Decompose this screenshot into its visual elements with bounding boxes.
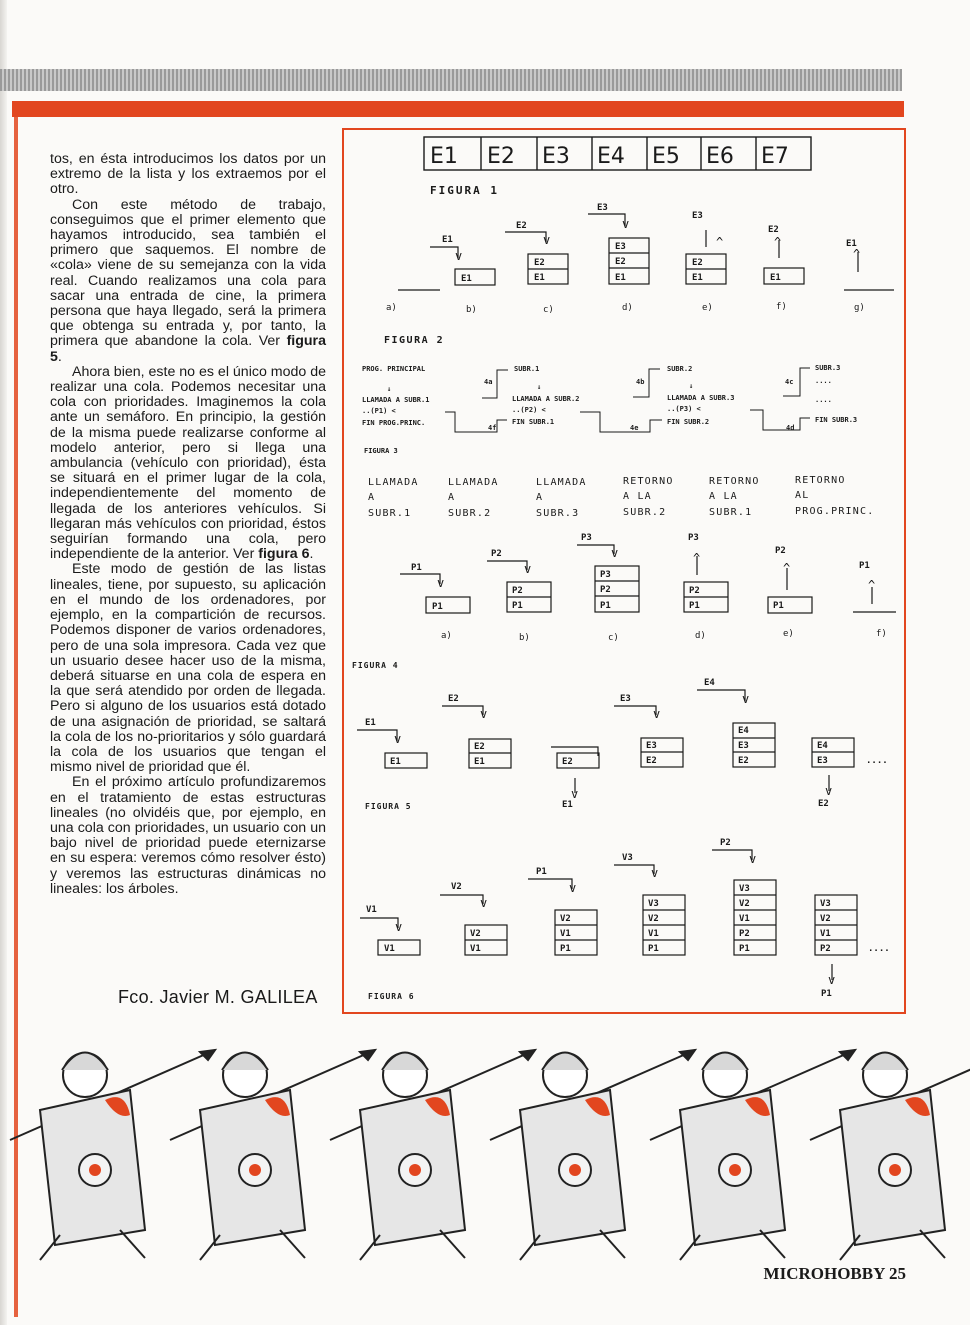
program-line: FIN SUBR.1 bbox=[512, 418, 555, 426]
svg-text:V2: V2 bbox=[470, 929, 481, 939]
svg-text:SUBR.3: SUBR.3 bbox=[536, 508, 580, 519]
svg-text:v: v bbox=[622, 217, 630, 231]
strip-cell: E6 bbox=[706, 144, 734, 169]
strip-cell: E3 bbox=[542, 144, 570, 169]
svg-text:V1: V1 bbox=[648, 929, 659, 939]
svg-text:V3: V3 bbox=[648, 899, 659, 909]
svg-text:RETORNO: RETORNO bbox=[795, 475, 846, 486]
figure4-caption: FIGURA 4 bbox=[352, 661, 399, 670]
program-line: PROG. PRINCIPAL bbox=[362, 365, 426, 373]
svg-text:P3: P3 bbox=[581, 533, 592, 543]
svg-text:V2: V2 bbox=[560, 914, 571, 924]
stack-label: E1 bbox=[442, 235, 453, 245]
svg-text:E1: E1 bbox=[770, 273, 781, 283]
program-line: SUBR.3 bbox=[815, 364, 841, 372]
program-line: LLAMADA A SUBR.3 bbox=[667, 394, 735, 402]
svg-text:P2: P2 bbox=[720, 838, 731, 848]
svg-text:P1: P1 bbox=[739, 944, 750, 954]
svg-text:v: v bbox=[524, 562, 532, 576]
program-line: LLAMADA A SUBR.2 bbox=[512, 395, 580, 403]
svg-text:SUBR.2: SUBR.2 bbox=[623, 507, 667, 518]
paragraph: Con este método de trabajo, conseguimos que el primer elemento que hayamos introducido, sea también el primero que saquemos. El nombre de «cola» viene de su semejanza con la vida real. Cuando realizamos una cola para sacar una entrada de cine, la primera persona que haya llegado, será la primera que obtenga su entrada y, por tanto, la primera que abandone la cola. Ver figura 5. bbox=[50, 196, 326, 365]
sub-label: f) bbox=[776, 302, 787, 312]
svg-text:V1: V1 bbox=[366, 905, 377, 915]
svg-text:SUBR.1: SUBR.1 bbox=[709, 507, 753, 518]
svg-text:P1: P1 bbox=[859, 561, 870, 571]
program-line: SUBR.1 bbox=[514, 365, 540, 373]
stack-label: E1 bbox=[846, 239, 857, 249]
svg-text:E2: E2 bbox=[562, 757, 573, 767]
svg-text:v: v bbox=[825, 784, 833, 798]
svg-text:P3: P3 bbox=[688, 533, 699, 543]
svg-text:P1: P1 bbox=[432, 602, 443, 612]
svg-text:v: v bbox=[480, 707, 488, 721]
svg-text:E2: E2 bbox=[474, 742, 485, 752]
svg-text:b): b) bbox=[519, 633, 530, 643]
svg-text:E2: E2 bbox=[818, 799, 829, 809]
figure-reference: figura 5 bbox=[50, 333, 326, 365]
svg-text:d): d) bbox=[695, 631, 706, 641]
svg-text:LLAMADA: LLAMADA bbox=[368, 477, 419, 488]
svg-text:V3: V3 bbox=[739, 884, 750, 894]
svg-text:v: v bbox=[395, 920, 403, 934]
svg-text:V1: V1 bbox=[560, 929, 571, 939]
svg-text:E2: E2 bbox=[448, 694, 459, 704]
figure-reference: figura 6 bbox=[258, 546, 310, 563]
svg-text:f): f) bbox=[876, 629, 887, 639]
sub-label: c) bbox=[543, 305, 554, 315]
svg-text:E1: E1 bbox=[390, 757, 401, 767]
svg-text:E3: E3 bbox=[738, 741, 749, 751]
svg-text:P1: P1 bbox=[600, 601, 611, 611]
svg-text:e): e) bbox=[783, 629, 794, 639]
program-line: FIN SUBR.2 bbox=[667, 418, 710, 426]
svg-text:P2: P2 bbox=[775, 546, 786, 556]
strip-cell: E4 bbox=[597, 144, 625, 169]
sub-label: g) bbox=[854, 303, 865, 313]
svg-text:v: v bbox=[651, 866, 659, 880]
marching-soldiers-illustration bbox=[0, 1030, 970, 1270]
svg-text:E4: E4 bbox=[704, 678, 715, 688]
svg-text:v: v bbox=[480, 896, 488, 910]
svg-text:P1: P1 bbox=[536, 867, 547, 877]
svg-text:....: .... bbox=[866, 756, 888, 766]
svg-text:4d: 4d bbox=[786, 424, 795, 432]
svg-text:v: v bbox=[394, 732, 402, 746]
svg-text:v: v bbox=[437, 576, 445, 590]
figure3-caption: FIGURA 3 bbox=[364, 447, 398, 455]
strip-cell: E1 bbox=[430, 144, 458, 169]
svg-text:E1: E1 bbox=[534, 273, 545, 283]
svg-text:A: A bbox=[448, 492, 456, 503]
svg-text:↓: ↓ bbox=[537, 383, 542, 391]
program-line: .... bbox=[815, 396, 832, 404]
svg-text:E3: E3 bbox=[620, 694, 631, 704]
svg-text:V2: V2 bbox=[451, 882, 462, 892]
svg-text:E1: E1 bbox=[692, 273, 703, 283]
strip-cell: E7 bbox=[761, 144, 789, 169]
svg-text:4f: 4f bbox=[488, 424, 497, 432]
page-footer bbox=[764, 1264, 906, 1284]
svg-text:E1: E1 bbox=[365, 718, 376, 728]
svg-text:a): a) bbox=[441, 631, 452, 641]
svg-text:v: v bbox=[569, 881, 577, 895]
svg-text:↓: ↓ bbox=[387, 385, 392, 393]
svg-text:E1: E1 bbox=[562, 800, 573, 810]
svg-text:E3: E3 bbox=[817, 756, 828, 766]
svg-text:V2: V2 bbox=[739, 899, 750, 909]
svg-text:E4: E4 bbox=[738, 726, 749, 736]
svg-text:A: A bbox=[536, 492, 544, 503]
stack-label: E3 bbox=[597, 203, 608, 213]
svg-text:P1: P1 bbox=[411, 563, 422, 573]
svg-text:4e: 4e bbox=[630, 424, 639, 432]
svg-text:P1: P1 bbox=[689, 601, 700, 611]
svg-text:RETORNO: RETORNO bbox=[709, 476, 760, 487]
svg-text:v: v bbox=[653, 707, 661, 721]
figure2-caption: FIGURA 2 bbox=[384, 335, 445, 346]
svg-text:A: A bbox=[368, 492, 376, 503]
svg-text:v: v bbox=[455, 249, 463, 263]
svg-text:V1: V1 bbox=[739, 914, 750, 924]
svg-text:LLAMADA: LLAMADA bbox=[448, 477, 499, 488]
svg-text:E2: E2 bbox=[692, 258, 703, 268]
svg-text:v: v bbox=[828, 973, 836, 987]
svg-text:P2: P2 bbox=[739, 929, 750, 939]
svg-text:P1: P1 bbox=[648, 944, 659, 954]
page-number: 25 bbox=[889, 1264, 906, 1283]
svg-text:v: v bbox=[611, 546, 619, 560]
svg-text:^: ^ bbox=[853, 247, 861, 261]
svg-text:v: v bbox=[571, 787, 579, 801]
svg-text:V3: V3 bbox=[820, 899, 831, 909]
svg-text:V1: V1 bbox=[470, 944, 481, 954]
svg-text:LLAMADA: LLAMADA bbox=[536, 477, 587, 488]
svg-text:P1: P1 bbox=[560, 944, 571, 954]
svg-text:^: ^ bbox=[693, 551, 701, 565]
author-signature: Fco. Javier M. GALILEA bbox=[118, 987, 318, 1007]
paragraph: tos, en ésta introducimos los datos por un extremo de la lista y los extraemos por el otro. bbox=[50, 151, 326, 198]
svg-text:....: .... bbox=[868, 944, 890, 954]
svg-text:A LA: A LA bbox=[709, 491, 738, 502]
paragraph: Este modo de gestión de las listas lineales, tiene, por supuesto, su aplicación en el mundo de los ordenadores, por ejemplo, en la compartición de recursos. Podemos disponer de varios ordenadores, pero de una sola impresora. Cada vez que un usuario desee hacer uso de la misma, deberá situarse en una cola de espera en la que será atendido por orden de llegada. Pero si alguno de los usuarios está dotado de una asignación de prioridad, se saltará la cola de los no-prioritarios y sólo guardará la cola de los usuarios que tengan el mismo nivel de prioridad que él. bbox=[50, 561, 326, 776]
svg-text:P1: P1 bbox=[773, 601, 784, 611]
svg-text:AL: AL bbox=[795, 490, 810, 501]
svg-text:P2: P2 bbox=[600, 585, 611, 595]
svg-text:V1: V1 bbox=[384, 944, 395, 954]
program-line: .... bbox=[815, 377, 832, 385]
svg-text:V2: V2 bbox=[648, 914, 659, 924]
svg-text:PROG.PRINC.: PROG.PRINC. bbox=[795, 506, 875, 517]
svg-text:P2: P2 bbox=[820, 944, 831, 954]
sub-label: b) bbox=[466, 305, 477, 315]
figure5-caption: FIGURA 5 bbox=[365, 802, 412, 811]
magazine-name: MICROHOBBY bbox=[763, 1264, 885, 1283]
svg-text:4c: 4c bbox=[785, 378, 794, 386]
svg-text:P2: P2 bbox=[512, 586, 523, 596]
stack-label: E2 bbox=[768, 225, 779, 235]
stack-label: E2 bbox=[516, 221, 527, 231]
svg-text:^: ^ bbox=[868, 578, 876, 592]
svg-text:SUBR.1: SUBR.1 bbox=[368, 508, 412, 519]
sub-label: d) bbox=[622, 303, 633, 313]
svg-text:4a: 4a bbox=[484, 378, 493, 386]
sub-label: e) bbox=[702, 303, 713, 313]
svg-text:P2: P2 bbox=[689, 586, 700, 596]
svg-text:RETORNO: RETORNO bbox=[623, 476, 674, 487]
svg-text:E2: E2 bbox=[738, 756, 749, 766]
svg-text:4b: 4b bbox=[636, 378, 645, 386]
program-line: ..(P2) < bbox=[512, 406, 546, 414]
svg-text:SUBR.2: SUBR.2 bbox=[448, 508, 492, 519]
program-line: LLAMADA A SUBR.1 bbox=[362, 396, 430, 404]
svg-text:E3: E3 bbox=[615, 242, 626, 252]
program-line: ..(P3) < bbox=[667, 405, 701, 413]
svg-text:E2: E2 bbox=[615, 257, 626, 267]
svg-text:E4: E4 bbox=[817, 741, 828, 751]
svg-text:P3: P3 bbox=[600, 570, 611, 580]
svg-text:↓: ↓ bbox=[689, 382, 694, 390]
program-line: ..(P1) < bbox=[362, 407, 396, 415]
svg-text:A LA: A LA bbox=[623, 491, 652, 502]
figure1-caption: FIGURA 1 bbox=[430, 184, 499, 197]
strip-cell: E5 bbox=[652, 144, 680, 169]
strip-cell: E2 bbox=[487, 144, 515, 169]
svg-text:V1: V1 bbox=[820, 929, 831, 939]
svg-text:E2: E2 bbox=[646, 756, 657, 766]
svg-text:E1: E1 bbox=[474, 757, 485, 767]
stack-label: E3 bbox=[692, 211, 703, 221]
svg-text:E1: E1 bbox=[461, 274, 472, 284]
program-line: FIN SUBR.3 bbox=[815, 416, 858, 424]
sub-label: a) bbox=[386, 303, 397, 313]
svg-text:^: ^ bbox=[783, 561, 791, 575]
svg-text:P1: P1 bbox=[821, 989, 832, 999]
paragraph: Ahora bien, este no es el único modo de realizar una cola. Podemos necesitar una cola con prioridades. Imaginemos la cola ante un semáforo. En principio, la gestión de la misma puede realizarse conforme al modelo anterior, pero si llega una ambulancia (vehículo con prioridad), ésta se situará en el primer lugar de la cola, independientemente del momento de llegada de los anteriores vehículos. Si llegaran más vehículos con prioridad, éstos seguirían formando una cola, pero independiente de la anterior. Ver figura 6. bbox=[50, 363, 326, 563]
svg-text:P2: P2 bbox=[491, 549, 502, 559]
svg-text:v: v bbox=[543, 233, 551, 247]
svg-text:^: ^ bbox=[774, 235, 782, 249]
program-line: SUBR.2 bbox=[667, 365, 693, 373]
paragraph: En el próximo artículo profundizaremos en el tratamiento de estas estructuras lineales (no olvidéis que, por ejemplo, en una cola con prioridades, un usuario con un bajo nivel de prioridad puede eternizarse en su espera: veremos cómo resolver ésto) y veremos las estructuras dinámicas no lineales: los árboles. bbox=[50, 774, 326, 897]
svg-text:V3: V3 bbox=[622, 853, 633, 863]
svg-text:E1: E1 bbox=[615, 273, 626, 283]
svg-text:v: v bbox=[749, 852, 757, 866]
program-line: FIN PROG.PRINC. bbox=[362, 419, 426, 427]
svg-text:V2: V2 bbox=[820, 914, 831, 924]
svg-text:v: v bbox=[742, 692, 750, 706]
svg-text:E2: E2 bbox=[534, 258, 545, 268]
svg-text:P1: P1 bbox=[512, 601, 523, 611]
svg-text:E3: E3 bbox=[646, 741, 657, 751]
svg-text:c): c) bbox=[608, 633, 619, 643]
svg-text:^: ^ bbox=[716, 235, 724, 249]
figure6-caption: FIGURA 6 bbox=[368, 992, 415, 1001]
